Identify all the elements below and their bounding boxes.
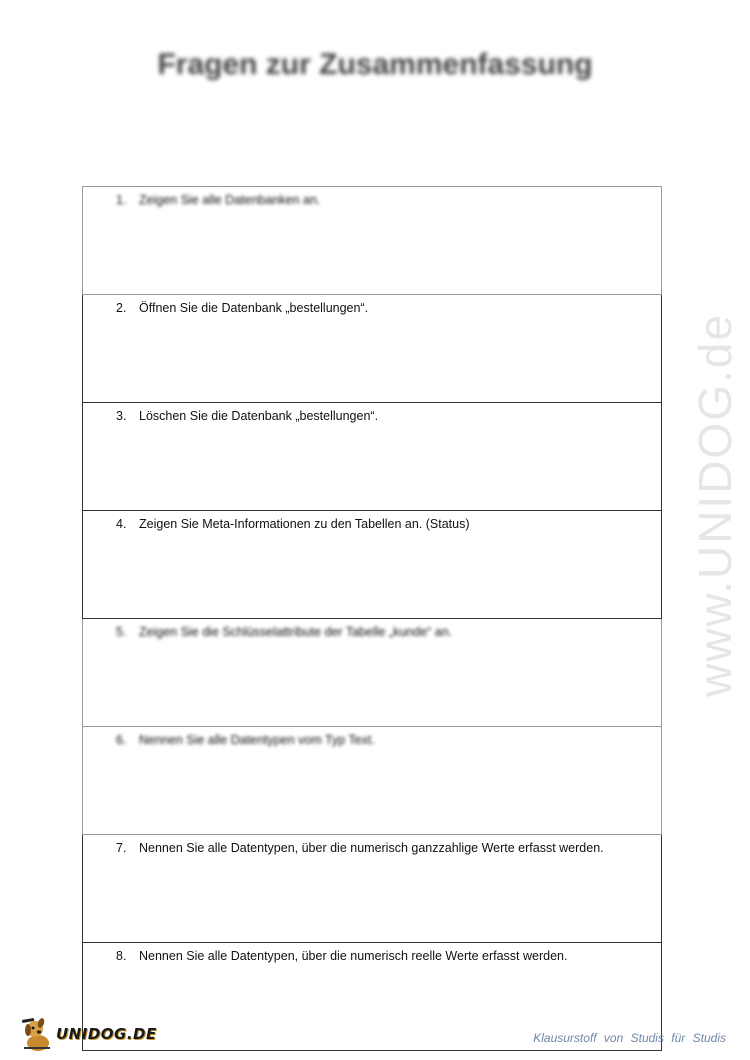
- question-cell: [83, 187, 662, 295]
- question-text: Nennen Sie alle Datentypen, über die numerisch reelle Werte erfasst werden.: [139, 949, 568, 963]
- footer-tagline: Klausurstoff von Studis für Studis: [533, 1031, 726, 1045]
- question-text: Zeigen Sie alle Datenbanken an.: [139, 193, 321, 207]
- question-number: 6.: [116, 733, 127, 747]
- question-row: [83, 835, 662, 943]
- question-row: [83, 619, 662, 727]
- question-row: [83, 511, 662, 619]
- question-cell: [83, 835, 662, 943]
- question-row: [83, 295, 662, 403]
- question-number: 3.: [116, 409, 127, 423]
- question-text: Zeigen Sie Meta-Informationen zu den Tabellen an. (Status): [139, 517, 470, 531]
- dog-icon: [20, 1015, 54, 1053]
- question-text: Nennen Sie alle Datentypen, über die numerisch ganzzahlige Werte erfasst werden.: [139, 841, 604, 855]
- question-row: [83, 727, 662, 835]
- question-text: Zeigen Sie die Schlüsselattribute der Tabelle „kunde“ an.: [139, 625, 453, 639]
- page-title: Fragen zur Zusammenfassung: [157, 48, 593, 81]
- watermark: www.UNIDOG.de: [689, 313, 741, 697]
- question-cell: [83, 295, 662, 403]
- question-cell: [83, 403, 662, 511]
- question-number: 8.: [116, 949, 127, 963]
- question-number: 1.: [116, 193, 127, 207]
- question-row: [83, 403, 662, 511]
- question-cell: [83, 511, 662, 619]
- question-text: Öffnen Sie die Datenbank „bestellungen“.: [139, 301, 369, 315]
- question-number: 4.: [116, 517, 127, 531]
- question-number: 5.: [116, 625, 127, 639]
- question-text: Nennen Sie alle Datentypen vom Typ Text.: [139, 733, 375, 747]
- question-cell: [83, 727, 662, 835]
- question-cell: [83, 619, 662, 727]
- unidog-logo: [20, 1014, 157, 1054]
- question-text: Löschen Sie die Datenbank „bestellungen“.: [139, 409, 379, 423]
- question-number: 7.: [116, 841, 127, 855]
- questions-table: [82, 186, 662, 1051]
- logo-text: UNIDOG.DE: [56, 1025, 157, 1043]
- question-row: [83, 187, 662, 295]
- question-number: 2.: [116, 301, 127, 315]
